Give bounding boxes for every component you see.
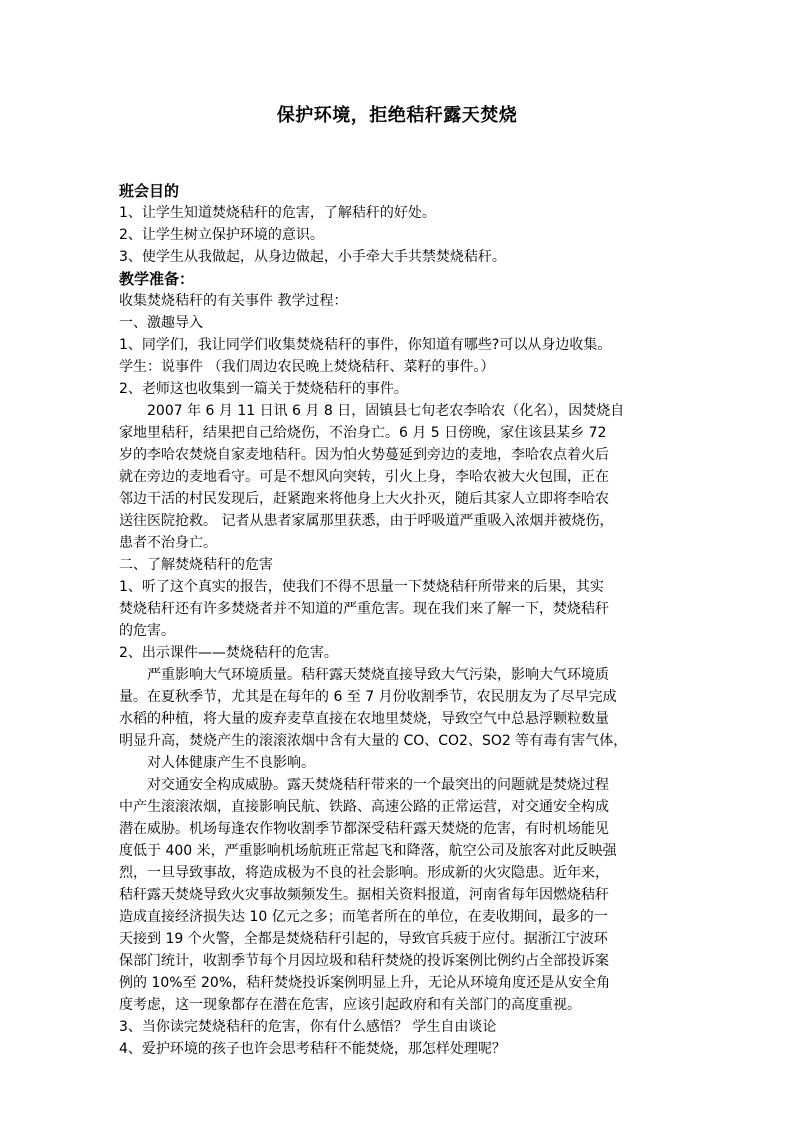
paragraph-line: 焚烧秸秆还有许多焚烧者并不知道的严重危害。现在我们来了解一下，焚烧秸秆 bbox=[119, 601, 609, 617]
paragraph-line: 4、爱护环境的孩子也许会思考秸秆不能焚烧，那怎样处理呢？ bbox=[119, 1041, 506, 1057]
section-heading: 班会目的 bbox=[119, 182, 180, 200]
paragraph-line: 1、同学们，我让同学们收集焚烧秸秆的事件，你知道有哪些?可以从身边收集。 bbox=[119, 337, 612, 353]
paragraph-line: 造成直接经济损失达 10 亿元之多；而笔者所在的单位，在麦收期间，最多的一 bbox=[119, 909, 608, 925]
paragraph-line: 二、了解焚烧秸秆的危害 bbox=[119, 557, 273, 573]
page-title: 保护环境，拒绝秸秆露天焚烧 bbox=[276, 105, 518, 126]
paragraph-line: 3、当你读完焚烧秸秆的危害，你有什么感悟？ 学生自由谈论 bbox=[119, 1019, 497, 1035]
paragraph-line: 保部门统计，收割季节每个月因垃圾和秸秆焚烧的投诉案例比例约占全部投诉案 bbox=[119, 953, 609, 969]
paragraph-line: 就在旁边的麦地看守。可是不想风向突转，引火上身，李哈农被大火包围，正在 bbox=[119, 469, 609, 485]
paragraph-line: 对交通安全构成威胁。露天焚烧秸秆带来的一个最突出的问题就是焚烧过程 bbox=[147, 777, 609, 793]
paragraph-line: 2007 年 6 月 11 日讯 6 月 8 日，固镇县七旬老农李哈农（化名），因焚烧自 bbox=[147, 403, 625, 419]
paragraph-line: 2、出示课件——焚烧秸秆的危害。 bbox=[119, 645, 338, 661]
paragraph-line: 明显升高，焚烧产生的滚滚浓烟中含有大量的 CO、CO2、SO2 等有毒有害气体， bbox=[119, 733, 628, 749]
paragraph-line: 潜在威胁。机场每逢农作物收割季节都深受秸秆露天焚烧的危害，有时机场能见 bbox=[119, 821, 609, 837]
paragraph-line: 秸秆露天焚烧导致火灾事故频频发生。据相关资料报道，河南省每年因燃烧秸秆 bbox=[119, 887, 609, 903]
paragraph-line: 一、激趣导入 bbox=[119, 315, 203, 331]
paragraph-line: 严重影响大气环境质量。秸秆露天焚烧直接导致大气污染，影响大气环境质 bbox=[147, 667, 609, 683]
paragraph-line: 度低于 400 米，严重影响机场航班正常起飞和降落，航空公司及旅客对此反映强 bbox=[119, 843, 617, 859]
paragraph-line: 的危害。 bbox=[119, 623, 175, 639]
paragraph-line: 例的 10%至 20%，秸秆焚烧投诉案例明显上升，无论从环境角度还是从安全角 bbox=[119, 975, 611, 991]
section-heading: 教学准备： bbox=[119, 270, 195, 288]
paragraph-line: 天接到 19 个火警，全都是焚烧秸秆引起的，导致官兵疲于应付。据浙江宁波环 bbox=[119, 931, 608, 947]
paragraph-line: 送往医院抢救。 记者从患者家属那里获悉，由于呼吸道严重吸入浓烟并被烧伤， bbox=[119, 513, 614, 529]
paragraph-line: 学生：说事件 （我们周边农民晚上焚烧秸秆、菜籽的事件。） bbox=[119, 359, 495, 375]
paragraph-line: 1、听了这个真实的报告，使我们不得不思量一下焚烧秸秆所带来的后果，其实 bbox=[119, 579, 604, 595]
paragraph-line: 患者不治身亡。 bbox=[119, 535, 217, 551]
paragraph-line: 量。在夏秋季节，尤其是在每年的 6 至 7 月份收割季节，农民朋友为了尽早完成 bbox=[119, 689, 617, 705]
paragraph-line: 2、让学生树立保护环境的意识。 bbox=[119, 227, 324, 243]
paragraph-line: 收集焚烧秸秆的有关事件 教学过程： bbox=[119, 293, 348, 309]
paragraph-line: 度考虑，这一现象都存在潜在危害，应该引起政府和有关部门的高度重视。 bbox=[119, 997, 581, 1013]
paragraph-line: 2、老师这也收集到一篇关于焚烧秸秆的事件。 bbox=[119, 381, 408, 397]
paragraph-line: 家地里秸秆，结果把自己给烧伤，不治身亡。6 月 5 日傍晚，家住该县某乡 72 bbox=[119, 425, 607, 441]
paragraph-line: 邻边干活的村民发现后，赶紧跑来将他身上大火扑灭，随后其家人立即将李哈农 bbox=[119, 491, 609, 507]
document-body bbox=[119, 180, 693, 1060]
paragraph-line: 3、使学生从我做起，从身边做起，小手牵大手共禁焚烧秸秆。 bbox=[119, 249, 506, 265]
paragraph-line: 岁的李哈农焚烧自家麦地秸秆。因为怕火势蔓延到旁边的麦地，李哈农点着火后 bbox=[119, 447, 609, 463]
paragraph-line: 中产生滚滚浓烟，直接影响民航、铁路、高速公路的正常运营，对交通安全构成 bbox=[119, 799, 609, 815]
paragraph-line: 对人体健康产生不良影响。 bbox=[147, 755, 315, 771]
paragraph-line: 水稻的种植，将大量的废弃麦草直接在农地里焚烧，导致空气中总悬浮颗粒数量 bbox=[119, 711, 609, 727]
paragraph-line: 烈，一旦导致事故，将造成极为不良的社会影响。形成新的火灾隐患。近年来， bbox=[119, 865, 609, 881]
paragraph-line: 1、让学生知道焚烧秸秆的危害，了解秸秆的好处。 bbox=[119, 205, 436, 221]
